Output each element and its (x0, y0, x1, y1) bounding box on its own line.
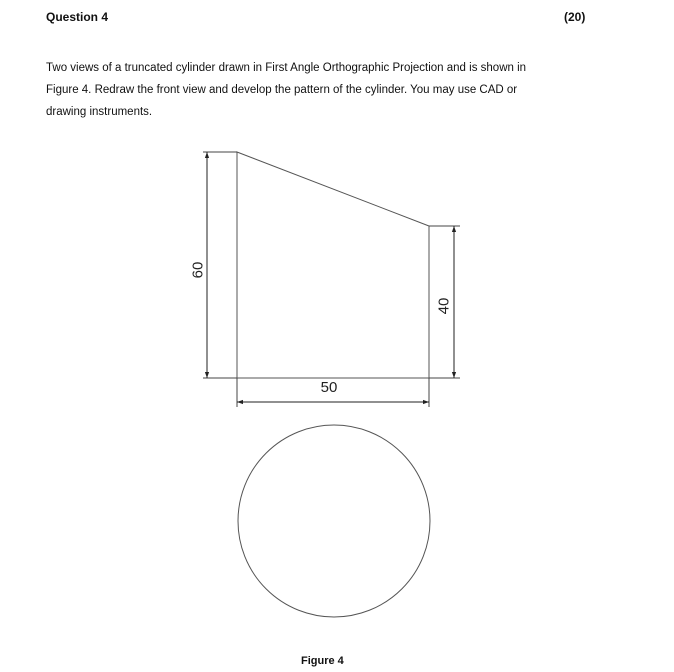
question-marks: (20) (564, 10, 586, 24)
question-title: Question 4 (46, 10, 109, 24)
dimension-label-40: 40 (435, 297, 453, 315)
question-text-line: Two views of a truncated cylinder drawn in First Angle Orthographic Projection and is shown in (46, 62, 527, 74)
dimension-label-60: 60 (189, 261, 207, 279)
question-text-line: Figure 4. Redraw the front view and develop the pattern of the cylinder. You may use CAD or (46, 84, 518, 96)
figure-caption: Figure 4 (301, 655, 344, 667)
front-view-outline (237, 152, 429, 378)
top-view-circle (238, 425, 430, 617)
question-text-line: drawing instruments. (46, 106, 153, 118)
dimension-label-50: 50 (320, 379, 338, 396)
